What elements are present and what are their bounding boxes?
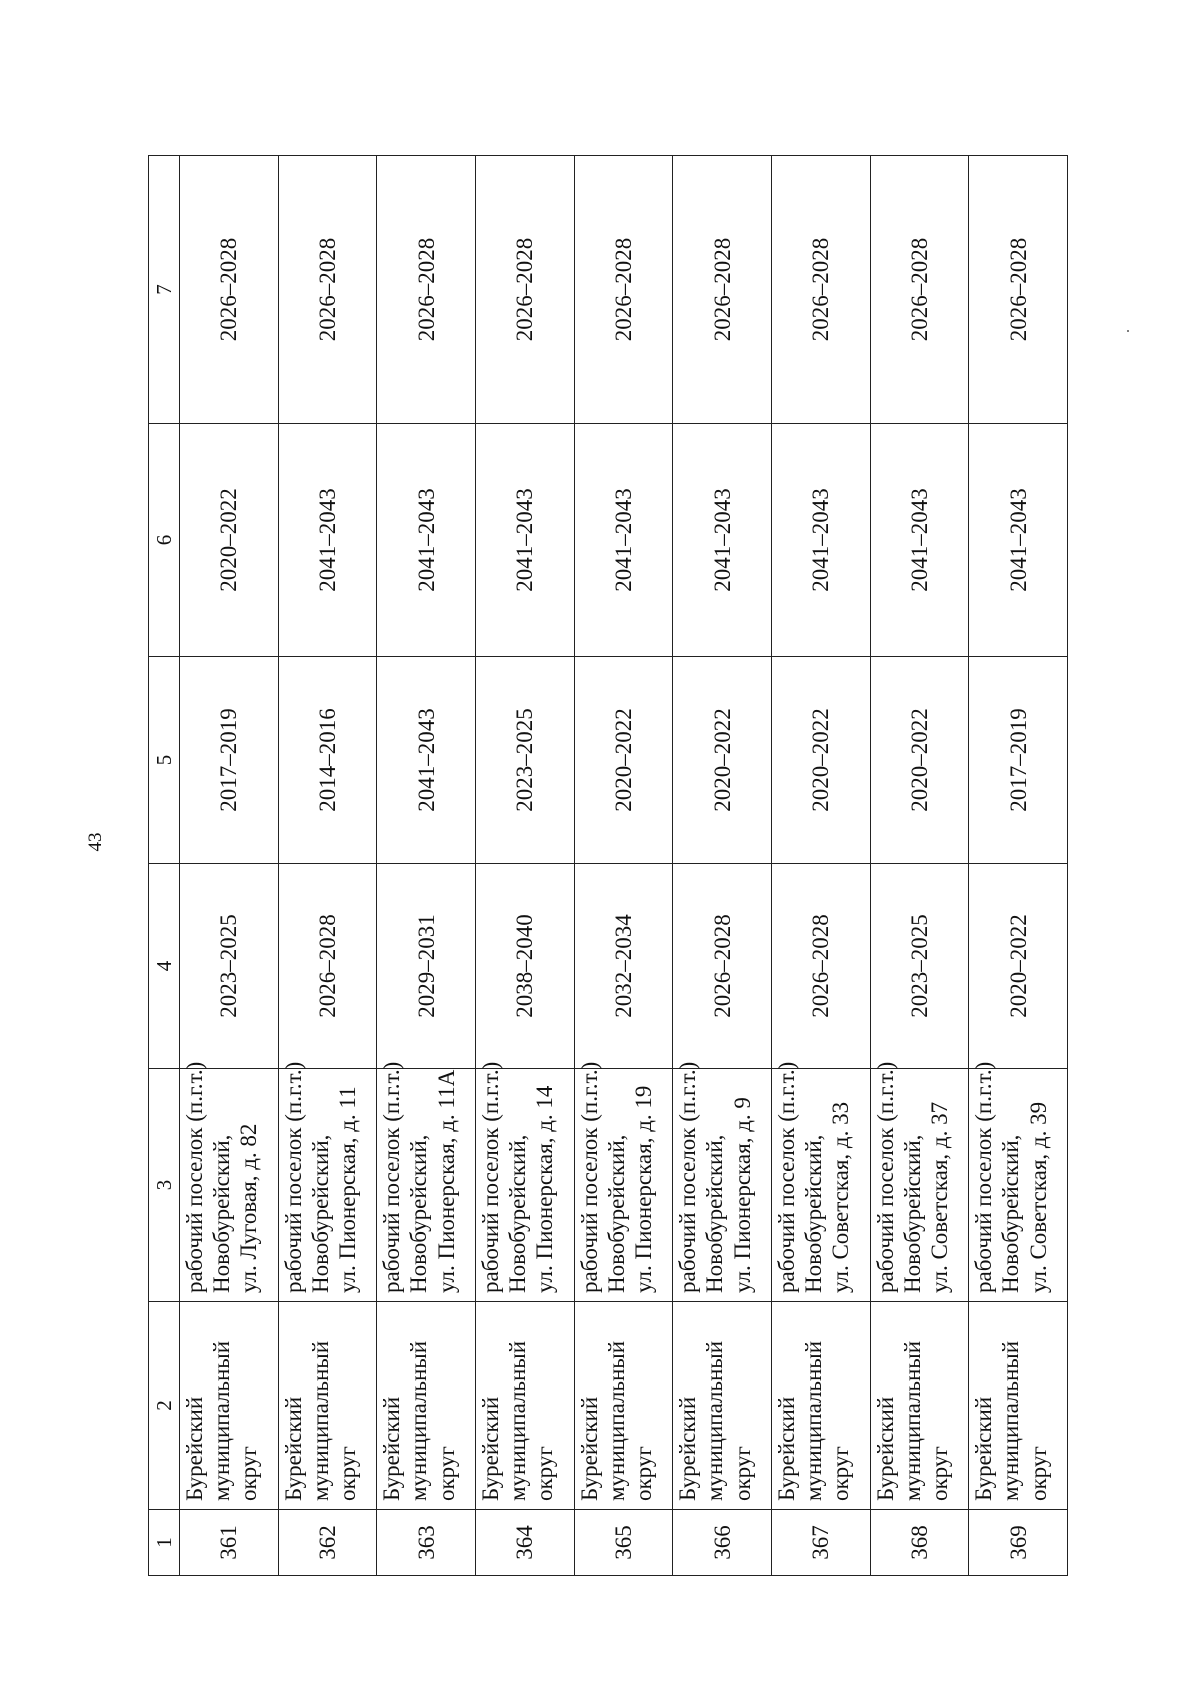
district-cell — [771, 1302, 870, 1510]
district-line: округ — [630, 1446, 656, 1501]
period-cell-col6: 2041–2043 — [771, 424, 870, 657]
address-line: ул. Пионерская, д. 11А — [433, 1069, 459, 1293]
address-line: рабочий поселок (п.г.т.) — [280, 1061, 306, 1293]
district-line: муниципальный — [702, 1340, 728, 1501]
district-cell — [870, 1302, 969, 1510]
address-cell — [969, 1061, 1068, 1302]
period-cell-col5: 2020–2022 — [771, 657, 870, 864]
address-line: ул. Пионерская, д. 14 — [532, 1085, 558, 1293]
col-header-6: 6 — [149, 424, 180, 657]
district-line: округ — [433, 1446, 459, 1501]
address-line: Новобурейский, — [406, 1134, 432, 1293]
address-line: рабочий поселок (п.г.т.) — [971, 1061, 997, 1293]
table-row — [475, 156, 574, 1576]
period-cell-col7: 2026–2028 — [377, 156, 476, 424]
district-cell — [475, 1302, 574, 1510]
district-line: муниципальный — [998, 1340, 1024, 1501]
table-row — [574, 156, 673, 1576]
rotated-table-wrapper — [148, 156, 1068, 1576]
address-line: рабочий поселок (п.г.т.) — [773, 1061, 799, 1293]
address-line: Новобурейский, — [505, 1134, 531, 1293]
district-line: муниципальный — [801, 1340, 827, 1501]
period-cell-col4: 2026–2028 — [673, 864, 772, 1069]
period-cell-col7: 2026–2028 — [574, 156, 673, 424]
row-number-cell: 366 — [673, 1510, 772, 1576]
period-cell-col6: 2041–2043 — [969, 424, 1068, 657]
period-cell-col5: 2041–2043 — [377, 657, 476, 864]
district-cell — [673, 1302, 772, 1510]
address-cell — [180, 1061, 279, 1302]
table-row — [969, 156, 1068, 1576]
district-cell — [377, 1302, 476, 1510]
address-line: ул. Пионерская, д. 19 — [630, 1085, 656, 1293]
address-line: Новобурейский, — [307, 1134, 333, 1293]
address-cell — [574, 1061, 673, 1302]
row-number-cell: 365 — [574, 1510, 673, 1576]
address-cell — [475, 1061, 574, 1302]
col-header-4: 4 — [149, 864, 180, 1069]
period-cell-col4: 2026–2028 — [278, 864, 377, 1069]
period-cell-col6: 2041–2043 — [278, 424, 377, 657]
district-line: округ — [236, 1446, 262, 1501]
address-line: Новобурейский, — [998, 1134, 1024, 1293]
address-line: рабочий поселок (п.г.т.) — [576, 1061, 602, 1293]
period-cell-col4: 2020–2022 — [969, 864, 1068, 1069]
address-cell — [278, 1061, 377, 1302]
district-line: округ — [532, 1446, 558, 1501]
col-header-2: 2 — [149, 1302, 180, 1510]
period-cell-col7: 2026–2028 — [180, 156, 279, 424]
district-line: округ — [1025, 1446, 1051, 1501]
period-cell-col6: 2041–2043 — [475, 424, 574, 657]
district-line: Бурейский — [675, 1396, 701, 1501]
table-row — [278, 156, 377, 1576]
row-number-cell: 362 — [278, 1510, 377, 1576]
district-line: Бурейский — [773, 1396, 799, 1501]
header-row — [149, 156, 180, 1576]
period-cell-col5: 2020–2022 — [673, 657, 772, 864]
period-cell-col6: 2041–2043 — [377, 424, 476, 657]
district-line: муниципальный — [209, 1340, 235, 1501]
district-cell — [278, 1302, 377, 1510]
address-cell — [870, 1061, 969, 1302]
period-cell-col6: 2020–2022 — [180, 424, 279, 657]
period-cell-col5: 2014–2016 — [278, 657, 377, 864]
table-row — [180, 156, 279, 1576]
district-line: Бурейский — [477, 1396, 503, 1501]
table-row — [771, 156, 870, 1576]
address-line: Новобурейский, — [603, 1134, 629, 1293]
district-line: округ — [729, 1446, 755, 1501]
district-line: муниципальный — [603, 1340, 629, 1501]
address-line: ул. Советская, д. 33 — [828, 1101, 854, 1293]
row-number-cell: 364 — [475, 1510, 574, 1576]
col-header-7: 7 — [149, 156, 180, 424]
district-line: Бурейский — [379, 1396, 405, 1501]
table-row — [377, 156, 476, 1576]
district-line: Бурейский — [872, 1396, 898, 1501]
district-line: округ — [334, 1446, 360, 1501]
district-line: округ — [828, 1446, 854, 1501]
address-line: рабочий поселок (п.г.т.) — [675, 1061, 701, 1293]
address-line: ул. Пионерская, д. 9 — [729, 1097, 755, 1293]
address-line: ул. Советская, д. 39 — [1025, 1101, 1051, 1293]
district-line: Бурейский — [182, 1396, 207, 1501]
row-number-cell: 361 — [180, 1510, 279, 1576]
period-cell-col4: 2026–2028 — [771, 864, 870, 1069]
period-cell-col5: 2020–2022 — [870, 657, 969, 864]
district-cell — [969, 1302, 1068, 1510]
period-cell-col7: 2026–2028 — [475, 156, 574, 424]
table-row — [870, 156, 969, 1576]
period-cell-col7: 2026–2028 — [673, 156, 772, 424]
col-header-3: 3 — [149, 1069, 180, 1302]
district-line: округ — [926, 1446, 952, 1501]
col-header-5: 5 — [149, 657, 180, 864]
address-line: Новобурейский, — [801, 1134, 827, 1293]
period-cell-col5: 2017–2019 — [969, 657, 1068, 864]
period-cell-col7: 2026–2028 — [771, 156, 870, 424]
period-cell-col7: 2026–2028 — [969, 156, 1068, 424]
district-cell — [574, 1302, 673, 1510]
period-cell-col6: 2041–2043 — [673, 424, 772, 657]
district-line: муниципальный — [899, 1340, 925, 1501]
address-line: рабочий поселок (п.г.т.) — [379, 1061, 405, 1293]
scan-speck — [1127, 330, 1129, 332]
row-number-cell: 363 — [377, 1510, 476, 1576]
district-cell — [180, 1302, 279, 1510]
address-line: ул. Луговая, д. 82 — [236, 1123, 262, 1293]
address-line: Новобурейский, — [209, 1134, 235, 1293]
period-cell-col5: 2020–2022 — [574, 657, 673, 864]
address-line: ул. Советская, д. 37 — [926, 1101, 952, 1293]
period-cell-col5: 2017–2019 — [180, 657, 279, 864]
period-cell-col6: 2041–2043 — [870, 424, 969, 657]
district-line: Бурейский — [971, 1396, 997, 1501]
address-line: рабочий поселок (п.г.т.) — [872, 1061, 898, 1293]
period-cell-col7: 2026–2028 — [278, 156, 377, 424]
address-line: рабочий поселок (п.г.т.) — [182, 1061, 207, 1293]
period-cell-col4: 2038–2040 — [475, 864, 574, 1069]
district-line: Бурейский — [576, 1396, 602, 1501]
period-cell-col4: 2023–2025 — [180, 864, 279, 1069]
address-line: Новобурейский, — [899, 1134, 925, 1293]
period-cell-col5: 2023–2025 — [475, 657, 574, 864]
period-cell-col7: 2026–2028 — [870, 156, 969, 424]
row-number-cell: 367 — [771, 1510, 870, 1576]
col-header-1: 1 — [149, 1510, 180, 1576]
address-cell — [673, 1061, 772, 1302]
address-line: ул. Пионерская, д. 11 — [334, 1086, 360, 1293]
table-row — [673, 156, 772, 1576]
district-line: муниципальный — [307, 1340, 333, 1501]
period-cell-col4: 2029–2031 — [377, 864, 476, 1069]
district-line: муниципальный — [406, 1340, 432, 1501]
schedule-table — [148, 155, 1068, 1576]
table-body — [180, 156, 1068, 1576]
address-line: рабочий поселок (п.г.т.) — [477, 1061, 503, 1293]
district-line: Бурейский — [280, 1396, 306, 1501]
address-cell — [771, 1061, 870, 1302]
page-number: 43 — [85, 832, 106, 852]
address-cell — [377, 1061, 476, 1302]
district-line: муниципальный — [505, 1340, 531, 1501]
row-number-cell: 369 — [969, 1510, 1068, 1576]
address-line: Новобурейский, — [702, 1134, 728, 1293]
period-cell-col6: 2041–2043 — [574, 424, 673, 657]
period-cell-col4: 2023–2025 — [870, 864, 969, 1069]
row-number-cell: 368 — [870, 1510, 969, 1576]
period-cell-col4: 2032–2034 — [574, 864, 673, 1069]
